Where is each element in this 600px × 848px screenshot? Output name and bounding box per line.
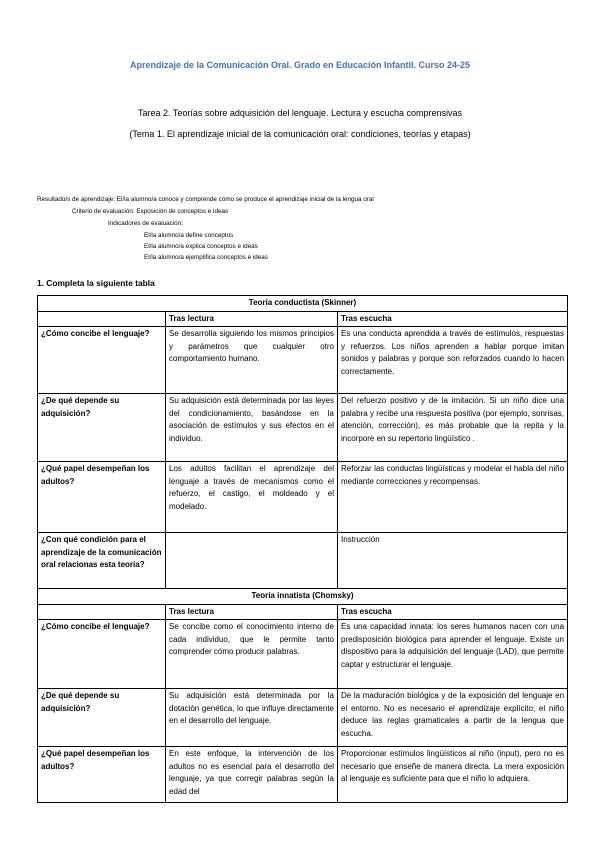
lectura-cell[interactable]: Los adultos facilitan el aprendizaje del lenguaje a través de mecanismos como el refuerzo, el castigo, el moldeado y el modelado. [166,462,338,533]
question-cell: ¿Con qué condición para el aprendizaje de la comunicación oral relacionas esta teoría? [38,533,166,589]
question-cell: ¿De qué depende su adquisición? [38,394,166,462]
escucha-cell[interactable]: Reforzar las conductas lingüísticas y modelar el habla del niño mediante correcciones y recompensas. [338,462,568,533]
indicator-exemplify: El/la alumno/a ejemplifica conceptos e ideas [144,254,268,261]
table-row [38,533,568,589]
evaluation-indicators: Indicadores de evaluación: [108,220,183,227]
table-row [38,689,568,747]
lectura-cell[interactable] [166,533,338,589]
theory-header-row [38,589,568,605]
theories-table [37,295,568,803]
task-title: Tarea 2. Teorías sobre adquisición del lenguaje. Lectura y escucha comprensivas [137,108,463,118]
question-cell: ¿Qué papel desempeñan los adultos? [38,747,166,803]
question-cell: ¿Cómo concibe el lenguaje? [38,620,166,689]
escucha-cell[interactable]: Es una conducta aprendida a través de estímulos, respuestas y refuerzos. Los niños aprenden a hablar porque imitan sonidos y palabras y porque son reforzados cuando lo hacen correctamente. [338,327,568,394]
table-row [38,620,568,689]
escucha-cell[interactable]: Instrucción [338,533,568,589]
topic-title: (Tema 1. El aprendizaje inicial de la comunicación oral: condiciones, teorías y etapas) [129,129,471,139]
course-header: Aprendizaje de la Comunicación Oral. Grado en Educación Infantil. Curso 24-25 [129,60,471,70]
indicator-define: El/la alumno/a define conceptos [144,232,234,239]
escucha-cell[interactable]: De la maduración biológica y de la exposición del lenguaje en el entorno. No es necesario el aprendizaje explícito; el niño deduce las reglas gramaticales a partir de la lengua que escucha. [338,689,568,747]
empty-header-cell [38,311,166,327]
lectura-cell[interactable]: Se concibe como el conocimiento interno de cada individuo, que le permite tanto comprender cómo producir palabras. [166,620,338,689]
evaluation-criterion: Criterio de evaluación: Exposición de conceptos e ideas [72,208,229,215]
column-header-row [38,311,568,327]
section-title: 1. Completa la siguiente tabla [37,278,155,288]
theory-header-row [38,296,568,312]
indicator-explain: El/la alumno/a explica conceptos e ideas [144,243,258,250]
theory-title: Teoría conductista (Skinner) [38,296,568,312]
column-header-row [38,604,568,620]
question-cell: ¿Cómo concibe el lenguaje? [38,327,166,394]
table-row [38,394,568,462]
table-row [38,462,568,533]
table-row [38,747,568,803]
column-header-escucha: Tras escucha [338,604,568,620]
question-cell: ¿Qué papel desempeñan los adultos? [38,462,166,533]
learning-outcome: Resultado/s de aprendizaje: El/la alumno/a conoce y comprende cómo se produce el aprendizaje inicial de la lengua oral [37,196,374,203]
lectura-cell[interactable]: Su adquisición está determinada por la dotación genética, lo que influye directamente en el desarrollo del lenguaje. [166,689,338,747]
column-header-lectura: Tras lectura [166,311,338,327]
lectura-cell[interactable]: Su adquisición está determinada por las leyes del condicionamiento, basándose en la asociación de estímulos y sus efectos en el individuo. [166,394,338,462]
lectura-cell[interactable]: Se desarrolla siguiendo los mismos principios y parámetros que cualquier otro comportamiento humano. [166,327,338,394]
escucha-cell[interactable]: Es una capacidad innata: los seres humanos nacen con una predisposición biológica para aprender el lenguaje. Existe un dispositivo para la adquisición del lenguaje (LAD), que permite captar y estructurar el lenguaje. [338,620,568,689]
lectura-cell[interactable]: En este enfoque, la intervención de los adultos no es esencial para el desarrollo del lenguaje, ya que corregir palabras según la edad del [166,747,338,803]
escucha-cell[interactable]: Del refuerzo positivo y de la imitación. Si un niño dice una palabra y recibe una respuesta positiva (por ejemplo, sonrisas, atención, corrección), es más probable que la repita y la incorpore en su repertorio lingüístico . [338,394,568,462]
escucha-cell[interactable]: Proporcionar estímulos lingüísticos al niño (input), pero no es necesario que enseñe de manera directa. La mera exposición al lenguaje es suficiente para que el niño lo adquiera. [338,747,568,803]
empty-header-cell [38,604,166,620]
column-header-escucha: Tras escucha [338,311,568,327]
question-cell: ¿De qué depende su adquisición? [38,689,166,747]
theory-title: Teoría innatista (Chomsky) [38,589,568,605]
column-header-lectura: Tras lectura [166,604,338,620]
table-row [38,327,568,394]
